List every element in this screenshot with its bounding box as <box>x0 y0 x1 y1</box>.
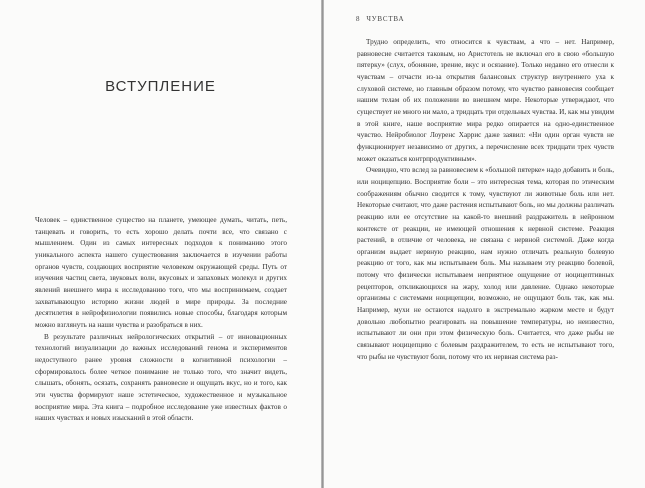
right-paragraph-1: Трудно определить, что относится к чувствам, а что – нет. Например, равновесие считается таковым, но Аристотель не включал его в свою «большую пятерку» (слух, обоняние, зрение, вкус и осязание). Только недавно его отнесли к чувствам – отчасти из-за открытия балансовых структур внутреннего уха к слуховой системе, но главным образом потому, что чувство равновесия сообщает нашим телам об их положении во внешнем мире. Некоторые утверждают, что существует не много ни мало, а тридцать три отдельных чувства. И, как мы увидим в этой книге, наше восприятие мира редко опирается на одно-единственное чувство. Нейробиолог Лоуренс Харрис даже заявил: «Ни один орган чувств не функционирует независимо от других, а перечисление всех тридцати трех чувств может оказаться контрпродуктивным». <box>357 38 614 163</box>
left-paragraph-1: Человек – единственное существо на планете, умеющее думать, читать, петь, танцевать и говорить, то есть хорошо делать почти все, что связано с мышлением. Один из самых интересных подходов к пониманию этого уникального аспекта нашего существования заключается в изучении работы органов чувств, создающих восприятие человеком окружающей среды. Путь от изучения частиц света, звуковых волн, вкусовых и запаховых молекул и других явлений внешнего мира к исследованию того, что мы воспринимаем, создает захватывающую историю жизни людей в мире природы. За последние десятилетия в нейрофизиологии появились новые способы, благодаря которым можно взглянуть на наши чувства и разобраться в них. <box>35 216 287 329</box>
left-paragraph-2: В результате различных нейрологических открытий – от инновационных технологий визуализации до важных исследований генома и экспериментов недоступного ранее уровня сложности в когнитивной психологии – сформировалось более четкое понимание не только того, что значит видеть, слышать, обонять, осязать, сохранять равновесие и ощущать вкус, но и того, как эти чувства формируют наше эстетическое, художественное и музыкальное восприятие мира. Эта книга – подробное исследование уже известных фактов о наших чувствах и новых изысканий в этой области. <box>35 332 287 423</box>
running-head-title: ЧУВСТВА <box>366 15 405 23</box>
right-page <box>324 0 645 488</box>
right-paragraph-2: Очевидно, что вслед за равновесием к «большой пятерке» надо добавить и боль, или ноцицепцию. Восприятие боли – это интересная тема, которая по этическим соображениям обычно сводится к тому, чувствуют ли животные боль или нет. Некоторые считают, что даже растения испытывают боль, но мы должны различать реакцию или ее отсутствие на какой-то внешний раздражитель в нейронном контексте от реакции, не имеющей отношения к нервной системе. Реакция растений, в отличие от человека, не связана с нервной системой. Даже когда организм выдает нервную реакцию, нам нужно отличать реальную болевую реакцию от того, как мы испытываем боль. Мы называем эту реакцию болевой, потому что физически испытываем неприятное ощущение от ноцицептивных рецепторов, откликающихся на жару, холод или давление. Однако некоторые организмы с системами ноцицепции, возможно, не ощущают боль так, как мы. Например, мухи не остаются надолго в экстремально жарком месте и будут довольно любопытно реагировать на повышение температуры, но неизвестно, испытывают ли они при этом физическую боль. Считается, что даже рыбы не связывают ноцицепцию с болевым раздражителем, то есть не испытывают того, что рыбы не чувствуют боли, потому что их нервная система раз- <box>357 166 614 361</box>
page-number: 8 <box>356 15 361 23</box>
left-page <box>0 0 321 488</box>
running-header <box>356 15 404 23</box>
left-page-text <box>35 215 287 425</box>
right-page-text <box>357 37 614 363</box>
chapter-title: ВСТУПЛЕНИЕ <box>105 78 216 95</box>
